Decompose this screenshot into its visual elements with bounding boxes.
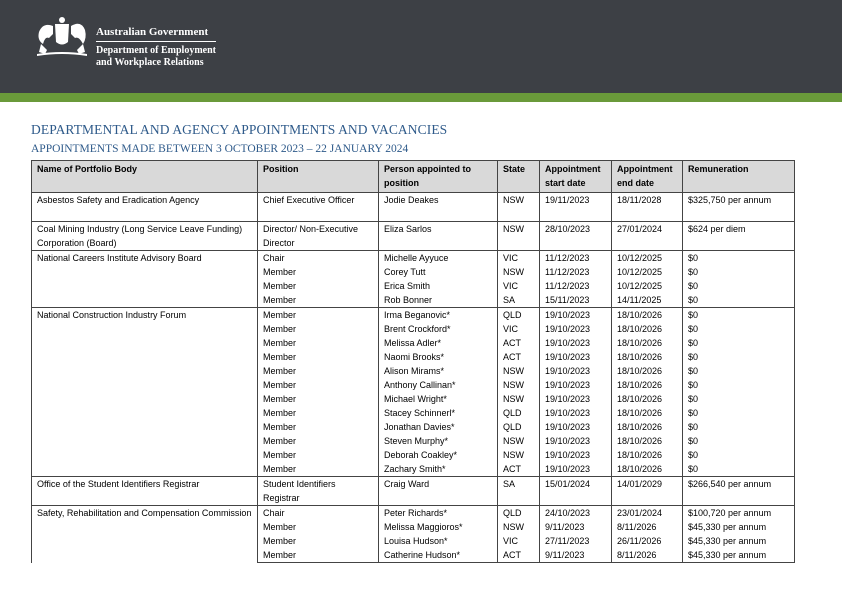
end-date-cell: 8/11/2026 (612, 548, 683, 563)
state-cell: ACT (498, 350, 540, 364)
end-date-cell: 18/10/2026 (612, 308, 683, 323)
position-cell: Member (258, 364, 379, 378)
start-date-cell: 28/10/2023 (540, 222, 612, 251)
person-cell: Zachary Smith* (379, 462, 498, 477)
state-cell: ACT (498, 336, 540, 350)
person-cell: Brent Crockford* (379, 322, 498, 336)
state-cell: VIC (498, 322, 540, 336)
state-cell: NSW (498, 378, 540, 392)
state-cell: VIC (498, 279, 540, 293)
position-cell: Member (258, 420, 379, 434)
start-date-cell: 15/01/2024 (540, 477, 612, 506)
end-date-cell: 18/10/2026 (612, 462, 683, 477)
table-row (32, 193, 795, 222)
end-date-cell: 18/10/2026 (612, 448, 683, 462)
state-cell: NSW (498, 265, 540, 279)
person-cell: Craig Ward (379, 477, 498, 506)
end-date-cell: 10/12/2025 (612, 251, 683, 266)
portfolio-body-cell: Office of the Student Identifiers Registrar (32, 477, 258, 506)
state-cell: NSW (498, 193, 540, 222)
department-line-1: Department of Employment (96, 45, 216, 56)
state-cell: NSW (498, 520, 540, 534)
table-body (32, 193, 795, 563)
person-cell: Rob Bonner (379, 293, 498, 308)
start-date-cell: 11/12/2023 (540, 265, 612, 279)
position-cell: Member (258, 322, 379, 336)
table-row (32, 222, 795, 251)
remuneration-cell: $0 (683, 378, 795, 392)
remuneration-cell: $100,720 per annum (683, 506, 795, 521)
position-cell: Member (258, 279, 379, 293)
remuneration-cell: $0 (683, 350, 795, 364)
position-cell: Chair (258, 506, 379, 521)
document-title: DEPARTMENTAL AND AGENCY APPOINTMENTS AND VACANCIES (31, 122, 448, 137)
position-cell: Chair (258, 251, 379, 266)
person-cell: Catherine Hudson* (379, 548, 498, 563)
person-cell: Naomi Brooks* (379, 350, 498, 364)
position-cell: Member (258, 448, 379, 462)
state-cell: SA (498, 293, 540, 308)
state-cell: NSW (498, 222, 540, 251)
person-cell: Melissa Maggioros* (379, 520, 498, 534)
state-cell: QLD (498, 308, 540, 323)
position-cell: Member (258, 308, 379, 323)
person-cell: Alison Mirams* (379, 364, 498, 378)
position-cell: Member (258, 406, 379, 420)
start-date-cell: 19/10/2023 (540, 448, 612, 462)
state-cell: VIC (498, 534, 540, 548)
end-date-cell: 10/12/2025 (612, 279, 683, 293)
end-date-cell: 18/10/2026 (612, 378, 683, 392)
position-cell: Chief Executive Officer (258, 193, 379, 222)
remuneration-cell: $0 (683, 420, 795, 434)
portfolio-body-cell: Asbestos Safety and Eradication Agency (32, 193, 258, 222)
start-date-cell: 19/10/2023 (540, 336, 612, 350)
remuneration-cell: $0 (683, 322, 795, 336)
end-date-cell: 18/11/2028 (612, 193, 683, 222)
column-header: Person appointed to position (379, 161, 498, 193)
person-cell: Michael Wright* (379, 392, 498, 406)
position-cell: Member (258, 534, 379, 548)
state-cell: NSW (498, 434, 540, 448)
remuneration-cell: $0 (683, 336, 795, 350)
end-date-cell: 18/10/2026 (612, 406, 683, 420)
column-header: Appointment end date (612, 161, 683, 193)
state-cell: NSW (498, 392, 540, 406)
person-cell: Irma Beganovic* (379, 308, 498, 323)
remuneration-cell: $266,540 per annum (683, 477, 795, 506)
portfolio-body-cell: National Careers Institute Advisory Board (32, 251, 258, 308)
person-cell: Jonathan Davies* (379, 420, 498, 434)
start-date-cell: 11/12/2023 (540, 251, 612, 266)
portfolio-body-cell: National Construction Industry Forum (32, 308, 258, 477)
person-cell: Deborah Coakley* (379, 448, 498, 462)
person-cell: Erica Smith (379, 279, 498, 293)
remuneration-cell: $0 (683, 462, 795, 477)
column-header: Position (258, 161, 379, 193)
end-date-cell: 18/10/2026 (612, 364, 683, 378)
remuneration-cell: $45,330 per annum (683, 520, 795, 534)
accent-stripe (0, 93, 842, 102)
position-cell: Member (258, 336, 379, 350)
remuneration-cell: $45,330 per annum (683, 548, 795, 563)
start-date-cell: 19/10/2023 (540, 308, 612, 323)
logo-divider (96, 41, 216, 42)
remuneration-cell: $0 (683, 434, 795, 448)
remuneration-cell: $325,750 per annum (683, 193, 795, 222)
start-date-cell: 19/11/2023 (540, 193, 612, 222)
start-date-cell: 19/10/2023 (540, 322, 612, 336)
start-date-cell: 19/10/2023 (540, 364, 612, 378)
person-cell: Louisa Hudson* (379, 534, 498, 548)
person-cell: Peter Richards* (379, 506, 498, 521)
remuneration-cell: $0 (683, 364, 795, 378)
end-date-cell: 8/11/2026 (612, 520, 683, 534)
person-cell: Steven Murphy* (379, 434, 498, 448)
state-cell: ACT (498, 462, 540, 477)
position-cell: Member (258, 378, 379, 392)
remuneration-cell: $0 (683, 308, 795, 323)
coat-of-arms-icon (33, 14, 91, 60)
end-date-cell: 18/10/2026 (612, 350, 683, 364)
start-date-cell: 19/10/2023 (540, 462, 612, 477)
position-cell: Member (258, 520, 379, 534)
start-date-cell: 19/10/2023 (540, 350, 612, 364)
state-cell: QLD (498, 506, 540, 521)
start-date-cell: 24/10/2023 (540, 506, 612, 521)
person-cell: Eliza Sarlos (379, 222, 498, 251)
remuneration-cell: $0 (683, 406, 795, 420)
column-header: State (498, 161, 540, 193)
start-date-cell: 19/10/2023 (540, 378, 612, 392)
remuneration-cell: $0 (683, 392, 795, 406)
start-date-cell: 9/11/2023 (540, 520, 612, 534)
remuneration-cell: $45,330 per annum (683, 534, 795, 548)
start-date-cell: 11/12/2023 (540, 279, 612, 293)
table-row (32, 308, 795, 323)
column-header: Appointment start date (540, 161, 612, 193)
column-header: Name of Portfolio Body (32, 161, 258, 193)
portfolio-body-cell: Coal Mining Industry (Long Service Leave Funding) Corporation (Board) (32, 222, 258, 251)
start-date-cell: 19/10/2023 (540, 420, 612, 434)
end-date-cell: 10/12/2025 (612, 265, 683, 279)
person-cell: Melissa Adler* (379, 336, 498, 350)
end-date-cell: 18/10/2026 (612, 322, 683, 336)
person-cell: Jodie Deakes (379, 193, 498, 222)
department-line-2: and Workplace Relations (96, 57, 204, 68)
position-cell: Member (258, 265, 379, 279)
table-row (32, 477, 795, 506)
table-row (32, 251, 795, 266)
remuneration-cell: $0 (683, 279, 795, 293)
position-cell: Member (258, 462, 379, 477)
start-date-cell: 19/10/2023 (540, 392, 612, 406)
start-date-cell: 15/11/2023 (540, 293, 612, 308)
position-cell: Student Identifiers Registrar (258, 477, 379, 506)
position-cell: Member (258, 434, 379, 448)
start-date-cell: 19/10/2023 (540, 434, 612, 448)
government-name: Australian Government (96, 26, 209, 38)
state-cell: VIC (498, 251, 540, 266)
state-cell: QLD (498, 420, 540, 434)
end-date-cell: 26/11/2026 (612, 534, 683, 548)
end-date-cell: 18/10/2026 (612, 392, 683, 406)
remuneration-cell: $0 (683, 293, 795, 308)
start-date-cell: 27/11/2023 (540, 534, 612, 548)
end-date-cell: 14/01/2029 (612, 477, 683, 506)
state-cell: NSW (498, 364, 540, 378)
column-header: Remuneration (683, 161, 795, 193)
portfolio-body-cell: Safety, Rehabilitation and Compensation Commission (32, 506, 258, 563)
person-cell: Corey Tutt (379, 265, 498, 279)
end-date-cell: 18/10/2026 (612, 336, 683, 350)
state-cell: SA (498, 477, 540, 506)
table-row (32, 506, 795, 521)
document-subtitle: APPOINTMENTS MADE BETWEEN 3 OCTOBER 2023 – 22 JANUARY 2024 (31, 143, 409, 155)
state-cell: QLD (498, 406, 540, 420)
table-header-row (32, 161, 795, 193)
position-cell: Director/ Non-Executive Director (258, 222, 379, 251)
state-cell: ACT (498, 548, 540, 563)
end-date-cell: 23/01/2024 (612, 506, 683, 521)
end-date-cell: 18/10/2026 (612, 434, 683, 448)
remuneration-cell: $0 (683, 448, 795, 462)
position-cell: Member (258, 350, 379, 364)
position-cell: Member (258, 392, 379, 406)
remuneration-cell: $0 (683, 265, 795, 279)
person-cell: Anthony Callinan* (379, 378, 498, 392)
position-cell: Member (258, 293, 379, 308)
appointments-table (31, 160, 795, 563)
department-name (96, 45, 216, 69)
remuneration-cell: $624 per diem (683, 222, 795, 251)
end-date-cell: 18/10/2026 (612, 420, 683, 434)
start-date-cell: 9/11/2023 (540, 548, 612, 563)
person-cell: Stacey Schinnerl* (379, 406, 498, 420)
remuneration-cell: $0 (683, 251, 795, 266)
start-date-cell: 19/10/2023 (540, 406, 612, 420)
end-date-cell: 14/11/2025 (612, 293, 683, 308)
state-cell: NSW (498, 448, 540, 462)
end-date-cell: 27/01/2024 (612, 222, 683, 251)
person-cell: Michelle Ayyuce (379, 251, 498, 266)
position-cell: Member (258, 548, 379, 563)
